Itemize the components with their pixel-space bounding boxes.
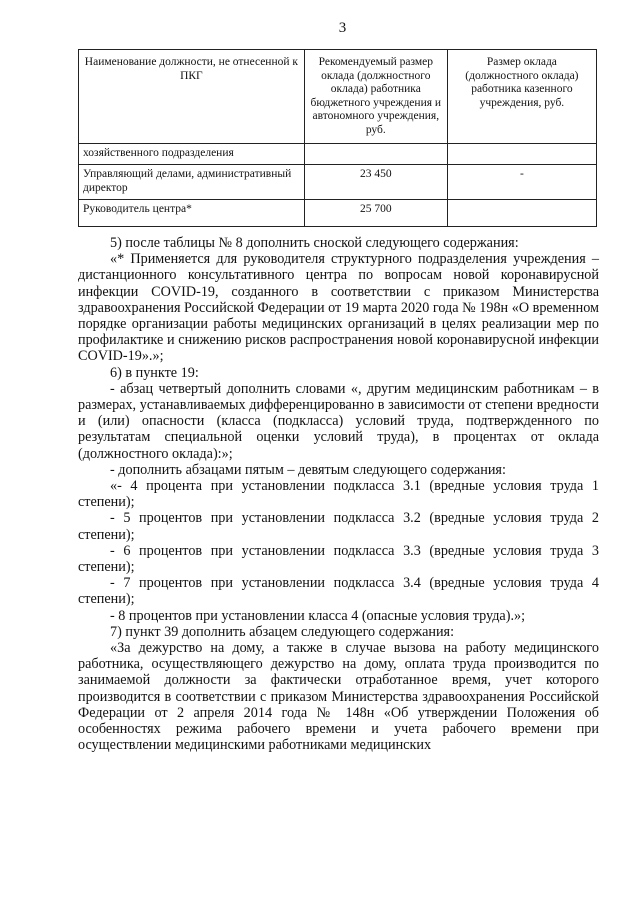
table-header-row: [79, 50, 597, 144]
paragraph: «* Применяется для руководителя структурного подразделения учреждения – дистанционного консультативного центра по вопросам новой коронавирусной инфекции COVID-19, созданного в соответствии с приказом Министерства здравоохранения Российской Федерации от 19 марта 2020 года № 198н «О временном порядке организации работы медицинских организаций в целях реализации мер по профилактике и снижению рисков распространения новой коронавирусной инфекции COVID-19».»;: [78, 251, 599, 365]
table-header-cell: Размер оклада (должностного оклада) работника казенного учреждения, руб.: [447, 50, 596, 144]
paragraph: - дополнить абзацами пятым – девятым следующего содержания:: [110, 461, 506, 478]
paragraph: 5) после таблицы № 8 дополнить сноской следующего содержания:: [110, 235, 519, 251]
table-cell: [447, 144, 596, 165]
table-row: [79, 144, 597, 165]
paragraph: «- 4 процента при установлении подкласса 3.1 (вредные условия труда 1 степени);: [78, 478, 599, 511]
table-cell: Управляющий делами, административный директор: [79, 165, 305, 200]
table-cell: Руководитель центра*: [79, 200, 305, 227]
table-cell: 25 700: [304, 200, 447, 227]
document-body: [78, 235, 599, 754]
page-number: 3: [338, 20, 347, 36]
paragraph: - 8 процентов при установлении класса 4 (опасные условия труда).»;: [110, 607, 526, 624]
table-row: [79, 200, 597, 227]
table-row: [79, 165, 597, 200]
salary-table: [78, 49, 597, 227]
table-cell: хозяйственного подразделения: [79, 144, 305, 165]
table-header-cell: Наименование должности, не отнесенной к ПКГ: [79, 50, 305, 144]
table-cell: [304, 144, 447, 165]
paragraph: - абзац четвертый дополнить словами «, другим медицинским работникам – в размерах, устанавливаемых дифференцированно в зависимости от степени вредности и (или) опасности (класса (подкласса) условий труда, подтвержденного по результатам специальной оценки условий труда), в процентах от оклада (должностного оклада):»;: [78, 380, 599, 462]
paragraph: «За дежурство на дому, а также в случае вызова на работу медицинского работника, осуществляющего дежурство на дому, оплата труда производится по занимаемой должности за фактически отработанное время, учет которого производится в соответствии с приказом Министерства здравоохранения Российской Федерации от 2 апреля 2014 года № 148н «Об утверждении Положения об особенностях режима рабочего времени и учета рабочего времени при осуществлении медицинскими работниками медицинских: [78, 640, 599, 754]
table-cell: -: [447, 165, 596, 200]
paragraph: 6) в пункте 19:: [110, 364, 199, 381]
paragraph: 7) пункт 39 дополнить абзацем следующего содержания:: [110, 623, 455, 640]
table-header-cell: Рекомендуемый размер оклада (должностного оклада) работника бюджетного учреждения и автономного учреждения, руб.: [304, 50, 447, 144]
paragraph: - 5 процентов при установлении подкласса 3.2 (вредные условия труда 2 степени);: [78, 510, 599, 543]
paragraph: - 6 процентов при установлении подкласса 3.3 (вредные условия труда 3 степени);: [78, 542, 599, 576]
paragraph: - 7 процентов при установлении подкласса 3.4 (вредные условия труда 4 степени);: [78, 575, 599, 608]
table-cell: 23 450: [304, 165, 447, 200]
table-cell: [447, 200, 596, 227]
